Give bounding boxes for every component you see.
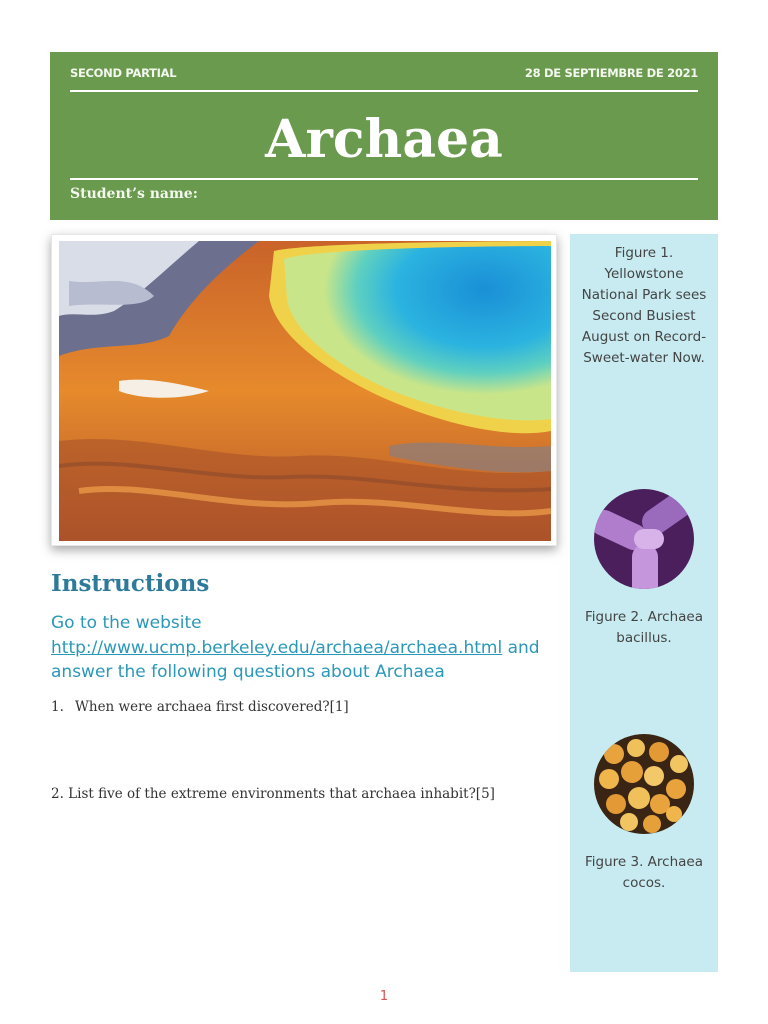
website-link[interactable]: http://www.ucmp.berkeley.edu/archaea/archaea.html <box>51 637 503 658</box>
student-name-label: Student’s name: <box>70 186 198 202</box>
page-title: Archaea <box>265 109 503 170</box>
archaea-bacillus-image <box>594 489 694 589</box>
partial-label: SECOND PARTIAL <box>70 66 177 80</box>
figure-1-frame <box>51 234 557 546</box>
question-1-number: 1. <box>51 699 64 715</box>
question-2: 2. List five of the extreme environments that archaea inhabit?[5] <box>51 786 495 802</box>
header-bottom-rule <box>70 178 698 180</box>
header-meta <box>70 66 698 82</box>
figure-1-caption: Figure 1. Yellowstone National Park sees Second Busiest August on Record- Sweet-water Now. <box>581 245 707 366</box>
instructions-text-after: and answer the following questions about Archaea <box>51 637 540 682</box>
instructions-text <box>51 611 541 685</box>
yellowstone-hot-spring-image <box>59 241 551 541</box>
page-number: 1 <box>379 989 389 1004</box>
figure-2-caption: Figure 2. Archaea bacillus. <box>585 609 703 646</box>
question-1 <box>51 699 349 715</box>
figure-3-caption: Figure 3. Archaea cocos. <box>585 854 703 891</box>
figure-sidebar <box>570 234 718 972</box>
question-1-text: When were archaea first discovered?[1] <box>75 699 349 715</box>
instructions-heading: Instructions <box>51 570 210 597</box>
header-banner <box>50 52 718 220</box>
header-top-rule <box>70 90 698 92</box>
date-label: 28 DE SEPTIEMBRE DE 2021 <box>524 66 698 80</box>
archaea-cocos-image <box>594 734 694 834</box>
instructions-text-before: Go to the website <box>51 613 202 633</box>
